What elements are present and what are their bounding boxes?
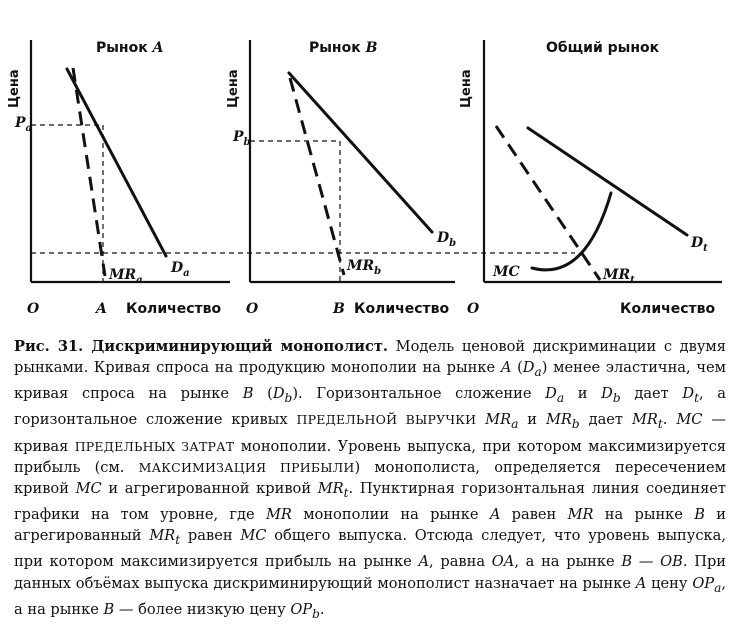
panel-a-demand-curve	[67, 69, 166, 256]
cross-ref-marginal-revenue: ПРЕДЕЛЬНОЙ ВЫРУЧКИ	[296, 412, 477, 428]
panel-a-price-mark: $P_a$	[15, 115, 33, 134]
panel-total-mr-label: $MR_t$	[603, 267, 635, 286]
panel-a-title: Рынок A	[96, 40, 164, 56]
panel-b-mr-label: $MR_b$	[347, 258, 382, 277]
panel-b-price-axis-label: Цена	[226, 69, 241, 108]
panel-b-demand-label: $D_b$	[437, 230, 457, 249]
figure-caption: Рис. 31. Дискриминирующий монополист. Модель ценовой дискриминации с двумя рынками. Кривая спроса на продукцию монополии на рынке A $(D_a)$ менее эластична, чем кривая спроса на рынке B $(D_b)$. Горизонтальное сложение $D_a$ и $D_b$ дает $D_t$, а горизонтальное сложение кривых ПРЕДЕЛЬНОЙ ВЫРУЧКИ $MR_a$ и $MR_b$ дает $MR_t$. MC — кривая ПРЕДЕЛЬНЫХ ЗАТРАТ монополии. Уровень выпуска, при котором максимизируется прибыль (см. МАКСИМИЗАЦИЯ ПРИБЫЛИ) монополиста, определяется пересечением кривой MC и агрегированной кривой $MR_t$. Пунктирная горизонтальная линия соединяет графики на том уровне, где MR монополии на рынке A равен MR на рынке B и агрегированный $MR_t$ равен MC общего выпуска. Отсюда следует, что уровень выпуска, при котором максимизируется прибыль на рынке A, равна OA, а на рынке B — OB. При данных объёмах выпуска дискриминирующий монополист назначает на рынке A цену $OP_a$, а на рынке B — более низкую цену $OP_b$.	[14, 338, 727, 621]
panel-total-quantity-axis-label: Количество	[620, 301, 716, 317]
panel-total-market	[459, 40, 722, 317]
panel-total-title: Общий рынок	[546, 40, 660, 56]
panel-total-mc-label: MC	[493, 264, 520, 280]
cross-ref-profit-maximization: МАКСИМИЗАЦИЯ ПРИБЫЛИ	[138, 459, 355, 475]
panel-b-quantity-axis-label: Количество	[354, 301, 450, 317]
panel-b-price-mark: $P_b$	[233, 129, 251, 148]
panel-total-mc-curve	[532, 193, 611, 270]
panel-b-quantity-mark: B	[333, 301, 345, 317]
panel-total-demand-label: $D_t$	[691, 235, 708, 254]
panel-a-quantity-axis-label: Количество	[126, 301, 222, 317]
panel-total-demand-curve	[528, 128, 687, 235]
panel-b-title: Рынок B	[309, 40, 378, 56]
panel-a-mr-label: $MR_a$	[109, 267, 143, 286]
panel-a-mr-curve	[73, 68, 105, 276]
panel-a-quantity-mark: A	[96, 301, 107, 317]
panel-total-mr-curve	[496, 126, 600, 280]
panel-total-price-axis-label: Цена	[459, 69, 474, 108]
panel-a-origin-label: O	[27, 301, 40, 317]
panel-market-a	[7, 40, 230, 317]
caption-lead: Рис. 31. Дискриминирующий монополист.	[14, 338, 388, 355]
cross-ref-marginal-cost: ПРЕДЕЛЬНЫХ ЗАТРАТ	[74, 438, 235, 454]
panel-a-price-axis-label: Цена	[7, 69, 22, 108]
panel-a-demand-label: $D_a$	[171, 260, 190, 279]
panel-total-origin-label: O	[467, 301, 480, 317]
panel-b-mr-curve	[290, 78, 344, 275]
panel-b-origin-label: O	[246, 301, 259, 317]
panel-market-b	[226, 40, 456, 317]
